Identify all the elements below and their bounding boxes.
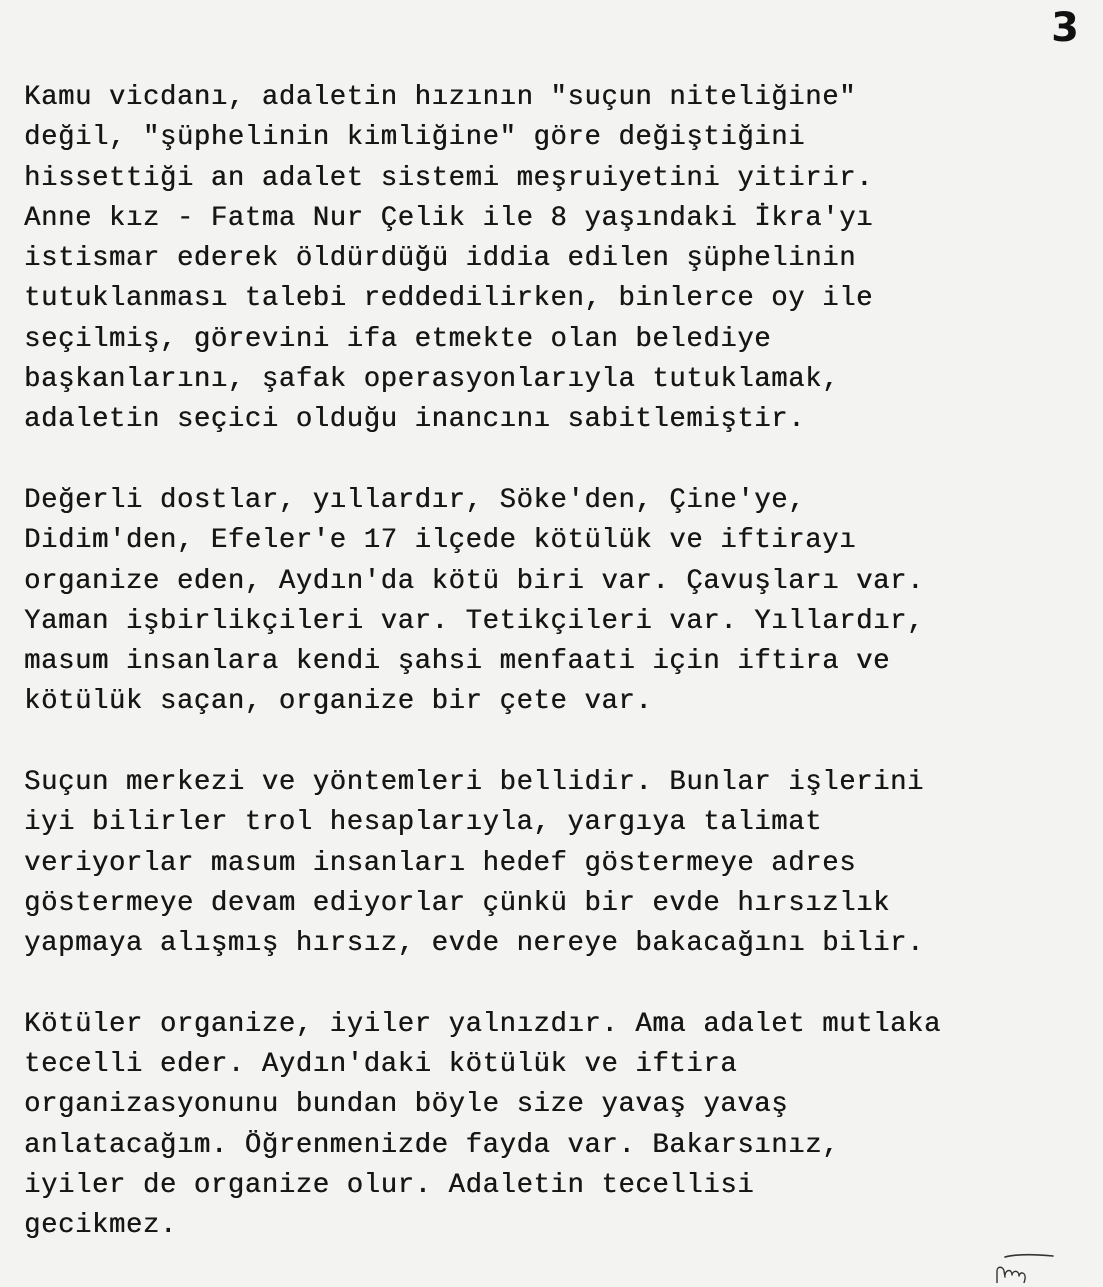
- page-number: 3: [1051, 5, 1079, 51]
- text-line: iyi bilirler trol hesaplarıyla, yargıya talimat: [24, 807, 823, 839]
- paragraph-4: [24, 1005, 1089, 1247]
- text-line: masum insanlara kendi şahsi menfaati için iftira ve: [24, 646, 891, 678]
- text-line: organizasyonunu bundan böyle size yavaş yavaş: [24, 1089, 789, 1121]
- text-line: tecelli eder. Aydın'daki kötülük ve iftira: [24, 1049, 738, 1081]
- text-line: Didim'den, Efeler'e 17 ilçede kötülük ve iftirayı: [24, 525, 857, 557]
- paragraph-1: [24, 78, 1089, 441]
- text-line: hissettiği an adalet sistemi meşruiyetini yitirir.: [24, 162, 874, 194]
- pointing-hand-icon: [983, 1249, 1063, 1283]
- text-line: iyiler de organize olur. Adaletin tecellisi: [24, 1170, 755, 1202]
- text-line: Değerli dostlar, yıllardır, Söke'den, Çine'ye,: [24, 484, 806, 516]
- text-line: veriyorlar masum insanları hedef göstermeye adres: [24, 847, 857, 879]
- text-line: anlatacağım. Öğrenmenizde fayda var. Bakarsınız,: [24, 1129, 840, 1161]
- text-line: kötülük saçan, organize bir çete var.: [24, 686, 653, 718]
- text-line: gecikmez.: [24, 1210, 177, 1242]
- text-line: adaletin seçici olduğu inancını sabitlemiştir.: [24, 404, 806, 436]
- text-line: istismar ederek öldürdüğü iddia edilen şüphelinin: [24, 243, 857, 275]
- text-line: başkanlarını, şafak operasyonlarıyla tutuklamak,: [24, 364, 840, 396]
- text-line: Anne kız - Fatma Nur Çelik ile 8 yaşındaki İkra'yı: [24, 202, 874, 234]
- text-line: seçilmiş, görevini ifa etmekte olan belediye: [24, 323, 772, 355]
- text-line: göstermeye devam ediyorlar çünkü bir evde hırsızlık: [24, 887, 891, 919]
- text-line: değil, "şüphelinin kimliğine" göre değiştiğini: [24, 122, 806, 154]
- text-line: Kamu vicdanı, adaletin hızının "suçun niteliğine": [24, 82, 857, 113]
- paragraph-3: [24, 763, 1089, 964]
- text-line: organize eden, Aydın'da kötü biri var. Çavuşları var.: [24, 565, 924, 597]
- text-line: yapmaya alışmış hırsız, evde nereye bakacağını bilir.: [24, 928, 924, 960]
- text-line: Yaman işbirlikçileri var. Tetikçileri var. Yıllardır,: [24, 605, 924, 637]
- text-line: tutuklanması talebi reddedilirken, binlerce oy ile: [24, 283, 874, 315]
- text-line: Suçun merkezi ve yöntemleri bellidir. Bunlar işlerini: [24, 767, 924, 799]
- paragraph-2: [24, 481, 1089, 723]
- document-body: [24, 78, 1089, 1287]
- text-line: Kötüler organize, iyiler yalnızdır. Ama adalet mutlaka: [24, 1008, 941, 1040]
